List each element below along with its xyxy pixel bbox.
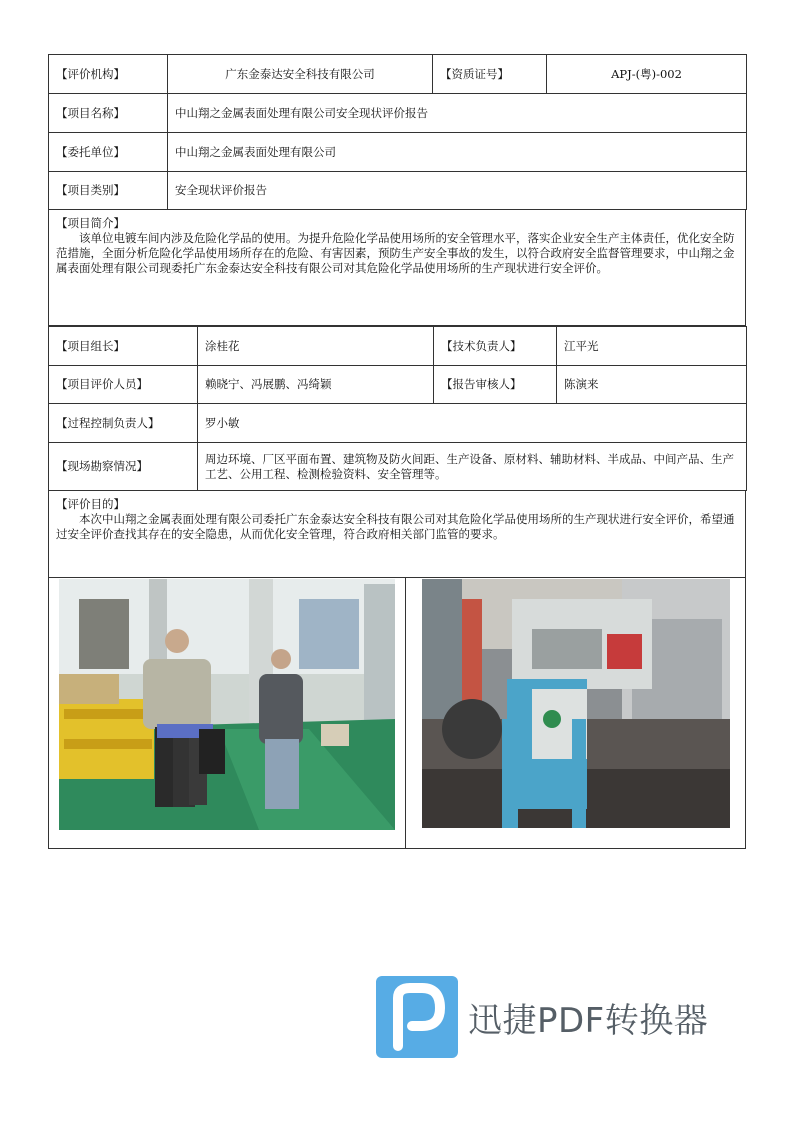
evaluation-report-form [48,54,746,849]
staff-label: 【项目评价人员】 [49,366,198,404]
client-value: 中山翔之金属表面处理有限公司 [168,133,747,172]
equipment-photo-image [422,579,730,828]
process-control-row [49,404,747,443]
project-type-row [49,172,747,210]
project-name-label: 【项目名称】 [49,94,168,133]
site-photos-row [48,578,746,849]
leader-label: 【项目组长】 [49,327,198,366]
tech-lead-value: 江平光 [557,327,747,366]
cert-label: 【资质证号】 [433,55,547,94]
team-table [48,326,747,491]
client-row [49,133,747,172]
leader-row [49,327,747,366]
site-survey-label: 【现场勘察情况】 [49,443,198,491]
purpose-section [48,491,746,578]
project-intro-heading: 【项目简介】 [56,216,125,230]
project-type-value: 安全现状评价报告 [168,172,747,210]
site-survey-row [49,443,747,491]
cert-value: APJ-(粤)-002 [547,55,747,94]
project-intro-body: 该单位电镀车间内涉及危险化学品的使用。为提升危险化学品使用场所的安全管理水平，落实企业安全生产主体责任，优化安全防范措施，全面分析危险化学品使用场所存在的危险、有害因素，预防生产安全事故的发生，以符合政府安全监督管理要求，中山翔之金属表面处理有限公司现委托广东金泰达安全科技有限公司对其危险化学品使用场所的生产现状进行安全评价。 [56,231,735,275]
staff-value: 赖晓宁、冯展鹏、冯绮颖 [198,366,434,404]
site-survey-value: 周边环境、厂区平面布置、建筑物及防火间距、生产设备、原材料、辅助材料、半成品、中间产品、生产工艺、公用工程、检测检验资料、安全管理等。 [198,443,747,491]
pdf-converter-watermark [376,976,736,1058]
site-photo-cell-left [49,578,406,848]
reviewer-label: 【报告审核人】 [434,366,557,404]
leader-value: 涂桂花 [198,327,434,366]
equipment-photo [422,579,730,828]
process-control-label: 【过程控制负责人】 [49,404,198,443]
client-label: 【委托单位】 [49,133,168,172]
basic-info-table [48,54,747,210]
site-photo-cell-right [406,578,745,848]
project-type-label: 【项目类别】 [49,172,168,210]
site-inspection-photo [59,579,395,830]
project-name-value: 中山翔之金属表面处理有限公司安全现状评价报告 [168,94,747,133]
site-inspection-photo-image [59,579,395,830]
process-control-value: 罗小敏 [198,404,747,443]
org-row [49,55,747,94]
purpose-heading: 【评价目的】 [56,497,125,511]
pdf-converter-logo-icon [376,976,458,1058]
org-label: 【评价机构】 [49,55,168,94]
watermark-text: 迅捷PDF转换器 [468,1000,709,1041]
reviewer-value: 陈演来 [557,366,747,404]
org-value: 广东金泰达安全科技有限公司 [168,55,433,94]
project-name-row [49,94,747,133]
project-intro-section [48,210,746,326]
staff-row [49,366,747,404]
purpose-body: 本次中山翔之金属表面处理有限公司委托广东金泰达安全科技有限公司对其危险化学品使用场所的生产现状进行安全评价，希望通过安全评价查找其存在的安全隐患，从而优化安全管理，符合政府相关部门监管的要求。 [56,512,735,541]
tech-lead-label: 【技术负责人】 [434,327,557,366]
